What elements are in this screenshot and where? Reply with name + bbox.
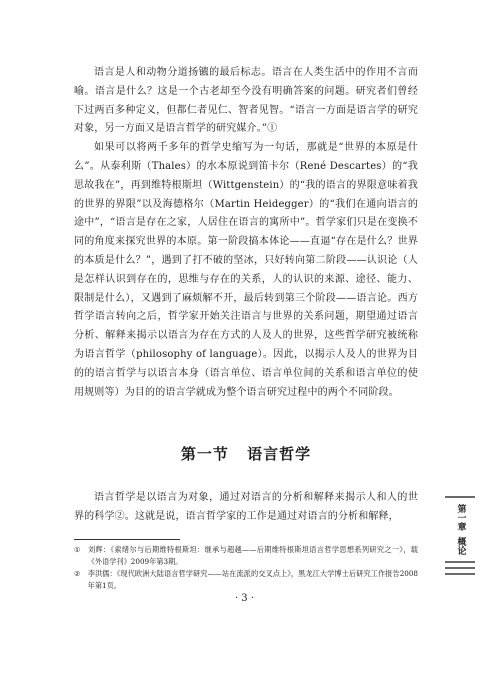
side-rule-line — [445, 573, 475, 575]
section-text — [74, 489, 418, 527]
paragraph-2: 如果可以将两千多年的哲学史缩写为一句话，那就是“世界的本原是什么”。从泰利斯（Thales）的水本原说到笛卡尔（René Descartes）的“我思故我在”，再到维特根斯坦（Wittgenstein）的“我的语言的界限意味着我的世界的界限”以及海德格尔（Martin Heidegger）的“我们在通向语言的途中”，“语言是存在之家，人居住在语言的寓所中”。哲学家们只是在变换不同的角度来探究世界的本原。第一阶段搞本体论——直逼“存在是什么？世界的本质是什么？”，遇到了打不破的坚冰，只好转向第二阶段——认识论（人是怎样认识到存在的，思维与存在的关系，人的认识的来源、途径、能力、限制是什么），又遇到了麻烦解不开，最后转到第三个阶段——语言论。西方哲学语言转向之后，哲学家开始关注语言与世界的关系问题，期望通过语言分析、解释来揭示以语言为存在方式的人及人的世界，这些哲学研究被统称为语言哲学（philosophy of language）。因此，以揭示人及人的世界为目的的语言哲学与以语言本身（语言单位、语言单位间的关系和语言单位的使用规则等）为目的的语言学就成为整个语言研究过程中的两个不同阶段。 — [74, 142, 418, 398]
side-rule-line — [445, 567, 475, 569]
footnote-1 — [74, 544, 418, 567]
side-tab-rules — [445, 561, 475, 575]
section-paragraph: 语言哲学是以语言为对象，通过对语言的分析和解释来揭示人和人的世界的科学②。这就是说，语言哲学家的工作是通过对语言的分析和解释， — [74, 492, 418, 522]
footnote-text: 李洪儒：《现代欧洲大陆语言哲学研究——站在流派的交叉点上》，黑龙江大学博士后研究工作报告2008年第1页。 — [87, 569, 418, 590]
section-heading — [74, 443, 418, 464]
page-number: · 3 · — [234, 593, 255, 604]
chapter-label: 第一章 — [455, 504, 466, 531]
side-rule-line — [445, 561, 475, 563]
chapter-title: 概论 — [455, 537, 466, 555]
chapter-side-tab — [445, 496, 475, 579]
intro-text — [74, 64, 418, 402]
footnote-text: 刘辉：《索绪尔与后期维特根斯坦：继承与超越——后期维特根斯坦语言哲学思想系列研究之一》，载《外语学刊》2009年第3期。 — [87, 545, 418, 566]
footnotes — [74, 544, 418, 592]
section-title: 语言哲学 — [247, 445, 312, 463]
footnote-mark: ① — [74, 545, 81, 554]
paragraph-1: 语言是人和动物分道扬镳的最后标志。语言在人类生活中的作用不言而喻。语言是什么？这是一个古老却至今没有明确答案的问题。研究者们曾经下过两百多种定义，但都仁者见仁、智者见智。“语言一方面是语言学的研究对象，另一方面又是语言哲学的研究媒介。”① — [74, 67, 418, 135]
footnote-2 — [74, 568, 418, 591]
side-tab-top-rule — [445, 496, 475, 498]
footnote-mark: ② — [74, 569, 81, 579]
section-number: 第一节 — [180, 445, 229, 463]
footnote-divider — [74, 539, 180, 540]
